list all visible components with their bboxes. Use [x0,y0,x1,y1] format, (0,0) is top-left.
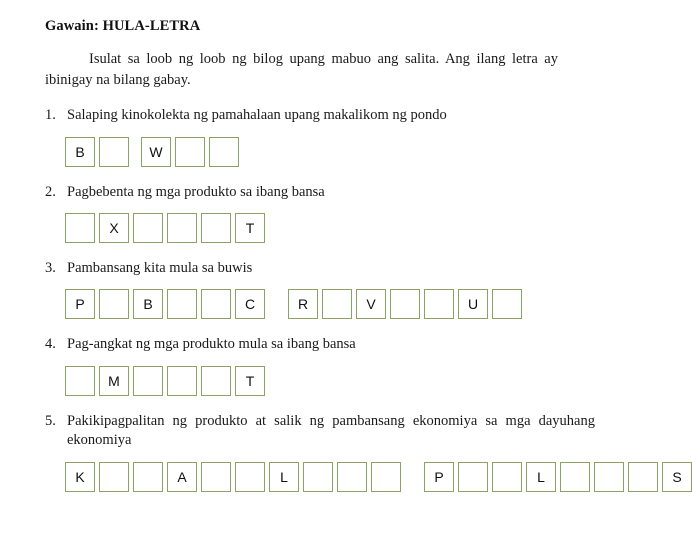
letter-box-blank[interactable] [167,366,197,396]
letter-box-filled[interactable]: M [99,366,129,396]
word-box-group [65,289,265,319]
letter-box-blank[interactable] [209,137,239,167]
answer-boxes-row [65,137,602,167]
question-line [45,183,602,202]
letter-box-blank[interactable] [65,366,95,396]
letter-box-filled[interactable]: L [269,462,299,492]
question-number: 2. [45,183,56,200]
letter-box-blank[interactable] [201,462,231,492]
letter-box-blank[interactable] [99,462,129,492]
letter-box-filled[interactable]: B [133,289,163,319]
letter-box-blank[interactable] [628,462,658,492]
letter-box-filled[interactable]: T [235,213,265,243]
letter-box-blank[interactable] [371,462,401,492]
question-line [45,335,602,354]
word-box-group [65,213,265,243]
word-box-group [424,462,692,492]
letter-box-filled[interactable]: P [424,462,454,492]
letter-box-blank[interactable] [492,462,522,492]
page-title: Gawain: HULA-LETRA [45,18,201,34]
letter-box-filled[interactable]: K [65,462,95,492]
word-box-group [65,137,239,167]
letter-box-blank[interactable] [133,462,163,492]
letter-box-blank[interactable] [99,289,129,319]
letter-box-blank[interactable] [65,213,95,243]
letter-box-filled[interactable]: X [99,213,129,243]
word-box-group [65,462,401,492]
letter-box-blank[interactable] [175,137,205,167]
question-line [45,412,602,451]
letter-box-blank[interactable] [594,462,624,492]
word-box-group [65,366,265,396]
letter-box-filled[interactable]: V [356,289,386,319]
letter-box-blank[interactable] [201,289,231,319]
letter-box-filled[interactable]: S [662,462,692,492]
question-list [45,106,682,492]
letter-box-blank[interactable] [424,289,454,319]
letter-box-blank[interactable] [167,289,197,319]
question-line [45,106,602,125]
letter-box-blank[interactable] [99,137,129,167]
question-text: Pambansang kita mula sa buwis [67,260,253,276]
answer-boxes-row [65,289,602,319]
question-number: 1. [45,107,56,124]
letter-box-filled[interactable]: W [141,137,171,167]
letter-box-filled[interactable]: T [235,366,265,396]
question-number: 3. [45,260,56,276]
question-item [45,106,602,166]
question-number: 5. [45,412,56,429]
letter-box-blank[interactable] [458,462,488,492]
question-item [45,412,682,492]
letter-box-blank[interactable] [322,289,352,319]
letter-box-blank[interactable] [167,213,197,243]
letter-box-blank[interactable] [133,366,163,396]
letter-box-blank[interactable] [390,289,420,319]
question-text: Pagbebenta ng mga produkto sa ibang bansa [67,183,325,200]
letter-box-blank[interactable] [133,213,163,243]
letter-box-filled[interactable]: L [526,462,556,492]
question-number: 4. [45,336,56,353]
question-line [45,259,602,278]
letter-box-blank[interactable] [303,462,333,492]
question-item [45,259,602,319]
letter-box-blank[interactable] [492,289,522,319]
word-box-group [288,289,522,319]
letter-box-blank[interactable] [337,462,367,492]
answer-boxes-row [65,462,682,492]
letter-box-filled[interactable]: U [458,289,488,319]
question-text: Pakikipagpalitan ng produkto at salik ng pambansang ekonomiya sa mga dayuhang ekonomiya [67,412,595,449]
letter-box-blank[interactable] [201,213,231,243]
question-item [45,183,602,243]
question-text: Pag-angkat ng mga produkto mula sa ibang bansa [67,336,356,353]
letter-box-blank[interactable] [560,462,590,492]
letter-box-blank[interactable] [201,366,231,396]
letter-box-filled[interactable]: A [167,462,197,492]
letter-box-filled[interactable]: P [65,289,95,319]
letter-box-filled[interactable]: B [65,137,95,167]
instructions-text: Isulat sa loob ng loob ng bilog upang mabuo ang salita. Ang ilang letra ay ibinigay na bilang gabay. [45,51,558,88]
letter-box-blank[interactable] [235,462,265,492]
question-item [45,335,602,395]
question-text: Salaping kinokolekta ng pamahalaan upang makalikom ng pondo [67,107,447,124]
answer-boxes-row [65,366,602,396]
answer-boxes-row [65,213,602,243]
letter-box-filled[interactable]: C [235,289,265,319]
letter-box-filled[interactable]: R [288,289,318,319]
